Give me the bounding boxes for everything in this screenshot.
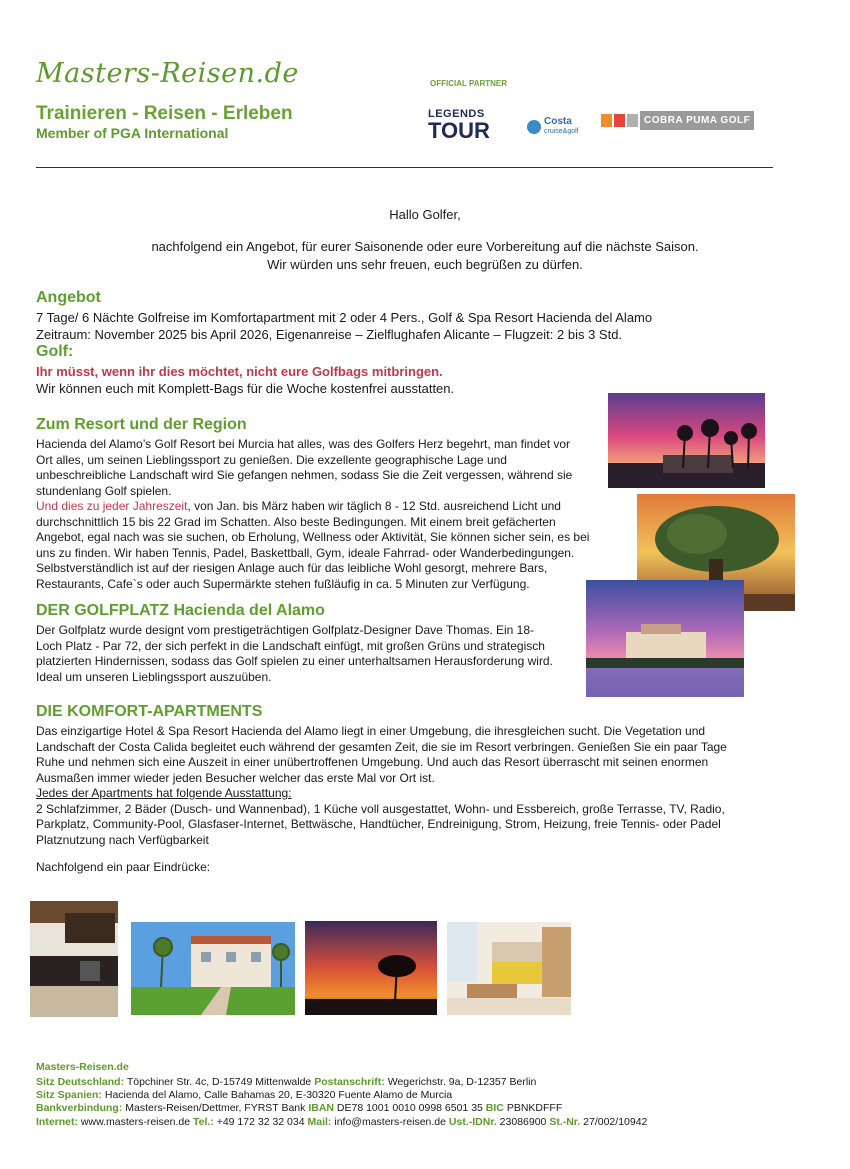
member-line: Member of PGA International xyxy=(36,125,229,141)
features-line: Platznutzung nach Verfügbarkeit xyxy=(36,832,209,847)
footer-ust: 23086900 xyxy=(499,1116,547,1128)
costa-cruise-golf-logo xyxy=(527,112,597,142)
footer-bic-label: BIC xyxy=(485,1102,504,1114)
footer-mail-label: Mail: xyxy=(307,1116,332,1128)
apartments-text xyxy=(36,724,727,848)
resort-line: uns zu finden. Wir haben Tennis, Padel, Baskettball, Gym, ideale Fahrrad- oder Wanderbedingungen. xyxy=(36,545,575,560)
legends-tour-logo-line2: TOUR xyxy=(428,118,490,143)
footer-iban-label: IBAN xyxy=(308,1102,334,1114)
apartments-line: Das einzigartige Hotel & Spa Resort Hacienda del Alamo liegt in einer Umgebung, die ihresgleichen sucht. Die Vegetation und xyxy=(36,724,706,738)
golf-text xyxy=(36,364,454,397)
angebot-line: 7 Tage/ 6 Nächte Golfreise im Komfortapartment mit 2 oder 4 Pers., Golf & Spa Resort Hacienda del Alamo xyxy=(36,310,653,325)
footer-sitz-de: Töpchiner Str. 4c, D-15749 Mittenwalde xyxy=(126,1076,312,1088)
resort-line: Hacienda del Alamo’s Golf Resort bei Murcia hat alles, was des Golfers Herz begehrt, man findet vor xyxy=(36,437,571,451)
x-icon xyxy=(627,114,638,127)
footer-post: Wegerichstr. 9a, D-12357 Berlin xyxy=(387,1076,537,1088)
footer-bic: PBNKDFFF xyxy=(506,1102,563,1114)
features-line: 2 Schlafzimmer, 2 Bäder (Dusch- und Wannenbad), 1 Küche voll ausgestattet, Wohn- und Essbereich, große Terrasse, TV, Radio, xyxy=(36,801,725,816)
partner-label: OFFICIAL PARTNER xyxy=(430,79,508,88)
costa-logo-line2: cruise&golf xyxy=(544,128,579,135)
intro-text xyxy=(0,238,850,274)
desert-sunset-photo xyxy=(305,921,437,1015)
resort-line xyxy=(36,499,616,515)
footer-post-label: Postanschrift: xyxy=(314,1076,385,1088)
legends-tour-logo-line1: LEGENDS xyxy=(428,108,485,120)
footer-sitz-es: Hacienda del Alamo, Calle Bahamas 20, E-30320 Fuente Alamo de Murcia xyxy=(104,1089,453,1101)
cobra-icon xyxy=(601,114,612,127)
footer-contact-row xyxy=(36,1116,647,1128)
resort-line: Angebot, egal nach was sie suchen, ob Erholung, Wellness oder Aktivität, Sie können sicher sein, es bei xyxy=(36,530,590,544)
footer-st: 27/002/10942 xyxy=(583,1116,648,1128)
footer-ust-label: Ust.-IDNr. xyxy=(448,1116,497,1128)
resort-line: Restaurants, Cafe`s oder auch Supermärkte stehen fußläufig in ca. 5 Minuten zur Verfügung. xyxy=(36,576,530,591)
golfplatz-heading: DER GOLFPLATZ Hacienda del Alamo xyxy=(36,602,325,619)
kitchen-photo xyxy=(30,901,118,1017)
footer-sitz-es-label: Sitz Spanien: xyxy=(36,1089,102,1101)
golfplatz-text xyxy=(36,623,553,685)
footer-bank-label: Bankverbindung: xyxy=(36,1102,123,1114)
intro-line: nachfolgend ein Angebot, für eurer Saisonende oder eure Vorbereitung auf die nächste Saison. xyxy=(151,239,699,254)
resort-line: durchschnittlich 15 bis 22 Grad im Schatten. Also beste Bedingungen. Mit einem breit gefächerten xyxy=(36,514,556,529)
cobra-puma-golf-logo xyxy=(601,112,754,129)
golf-heading: Golf: xyxy=(36,343,74,360)
header-divider xyxy=(36,167,773,168)
footer-company: Masters-Reisen.de xyxy=(36,1061,129,1073)
angebot-heading: Angebot xyxy=(36,289,101,306)
angebot-line: Zeitraum: November 2025 bis April 2026, Eigenanreise – Zielflughafen Alicante – Flugzeit: 2 bis 3 Std. xyxy=(36,326,623,342)
footer-sitz-de-label: Sitz Deutschland: xyxy=(36,1076,125,1088)
sunset-clubhouse-photo xyxy=(608,393,765,488)
footer-address-row xyxy=(36,1076,536,1088)
apartment-building-photo xyxy=(131,922,295,1015)
golfplatz-line: Loch Platz - Par 72, der sich perfekt in die Landschaft einfügt, mit großen Grüns und strategisch xyxy=(36,638,545,653)
resort-line-rest: , von Jan. bis März haben wir täglich 8 - 12 Std. ausreichend Licht und xyxy=(187,499,561,513)
puma-icon xyxy=(614,114,625,127)
golf-highlight: Ihr müsst, wenn ihr dies möchtet, nicht eure Golfbags mitbringen. xyxy=(36,364,443,379)
resort-line: stundenlang Golf spielen. xyxy=(36,483,172,498)
resort-line: unbeschreibliche Landschaft wird Sie gefangen nehmen, sodass Sie die Zeit vergessen, während sie xyxy=(36,468,573,482)
legends-tour-logo xyxy=(428,108,508,148)
angebot-text xyxy=(36,310,652,343)
footer-spain-row xyxy=(36,1089,452,1101)
golf-ball-icon xyxy=(527,120,541,134)
golfplatz-line: Ideal um unseren Lieblingssport auszuüben. xyxy=(36,669,272,684)
footer-st-label: St.-Nr. xyxy=(549,1116,581,1128)
footer-mail-link[interactable]: info@masters-reisen.de xyxy=(334,1116,446,1128)
costa-logo-line1: Costa xyxy=(544,116,572,127)
golf-line: Wir können euch mit Komplett-Bags für die Woche kostenfrei ausstatten. xyxy=(36,380,455,396)
greeting: Hallo Golfer, xyxy=(389,207,461,222)
footer-tel: +49 172 32 32 034 xyxy=(216,1116,305,1128)
features-line: Parkplatz, Community-Pool, Glasfaser-Internet, Bettwäsche, Handtücher, Endreinigung, Strom, Heizung, freie Tennis- oder Padel xyxy=(36,817,721,831)
footer-iban: DE78 1001 0010 0998 6501 35 xyxy=(336,1102,483,1114)
apartments-heading: DIE KOMFORT-APARTMENTS xyxy=(36,703,263,720)
apartments-line: Ausmaßen immer wieder jeden Besucher welcher das erste Mal vor Ort ist. xyxy=(36,770,435,785)
footer-bank-row xyxy=(36,1102,562,1114)
resort-line: Ort alles, um seinen Lieblingssport zu genießen. Die exzellente geographische Lage und xyxy=(36,452,507,467)
intro-line: Wir würden uns sehr freuen, euch begrüßen zu dürfen. xyxy=(267,257,583,272)
footer-tel-label: Tel.: xyxy=(192,1116,214,1128)
footer-internet-link[interactable]: www.masters-reisen.de xyxy=(80,1116,191,1128)
resort-highlight: Und dies zu jeder Jahreszeit xyxy=(36,499,188,513)
golfplatz-line: Der Golfplatz wurde designt vom prestigeträchtigen Golfplatz-Designer Dave Thomas. Ein 18- xyxy=(36,623,535,637)
resort-text xyxy=(36,437,616,592)
features-title: Jedes der Apartments hat folgende Ausstattung: xyxy=(36,786,292,800)
apartments-line: Landschaft der Costa Calida begleitet euch während der gesamten Zeit, die sie im Resort verbringen. Genießen Sie ein paar Tage xyxy=(36,739,727,754)
brand-logo: Masters-Reisen.de xyxy=(36,58,299,89)
resort-line: Selbstverständlich ist auf der riesigen Anlage auch für das leibliche Wohl gesorgt, mehrere Bars, xyxy=(36,561,548,575)
footer-internet-label: Internet: xyxy=(36,1116,78,1128)
cobra-puma-golf-text: COBRA PUMA GOLF xyxy=(640,111,754,131)
apartments-line: Ruhe und nehmen sich eine Auszeit in einer unübertroffenen Umgebung. Und auch das Resort überrascht mit seinen enormen xyxy=(36,755,709,769)
resort-heading: Zum Resort und der Region xyxy=(36,416,247,433)
living-room-photo xyxy=(447,922,571,1015)
golfplatz-line: platzierten Hindernissen, sodass das Golf spielen zu einer unterhaltsamen Herausforderung wird. xyxy=(36,654,553,668)
slogan: Trainieren - Reisen - Erleben xyxy=(36,103,293,124)
footer-bank: Masters-Reisen/Dettmer, FYRST Bank xyxy=(125,1102,306,1114)
resort-lake-photo xyxy=(586,580,744,697)
impressions-label: Nachfolgend ein paar Eindrücke: xyxy=(36,860,211,874)
